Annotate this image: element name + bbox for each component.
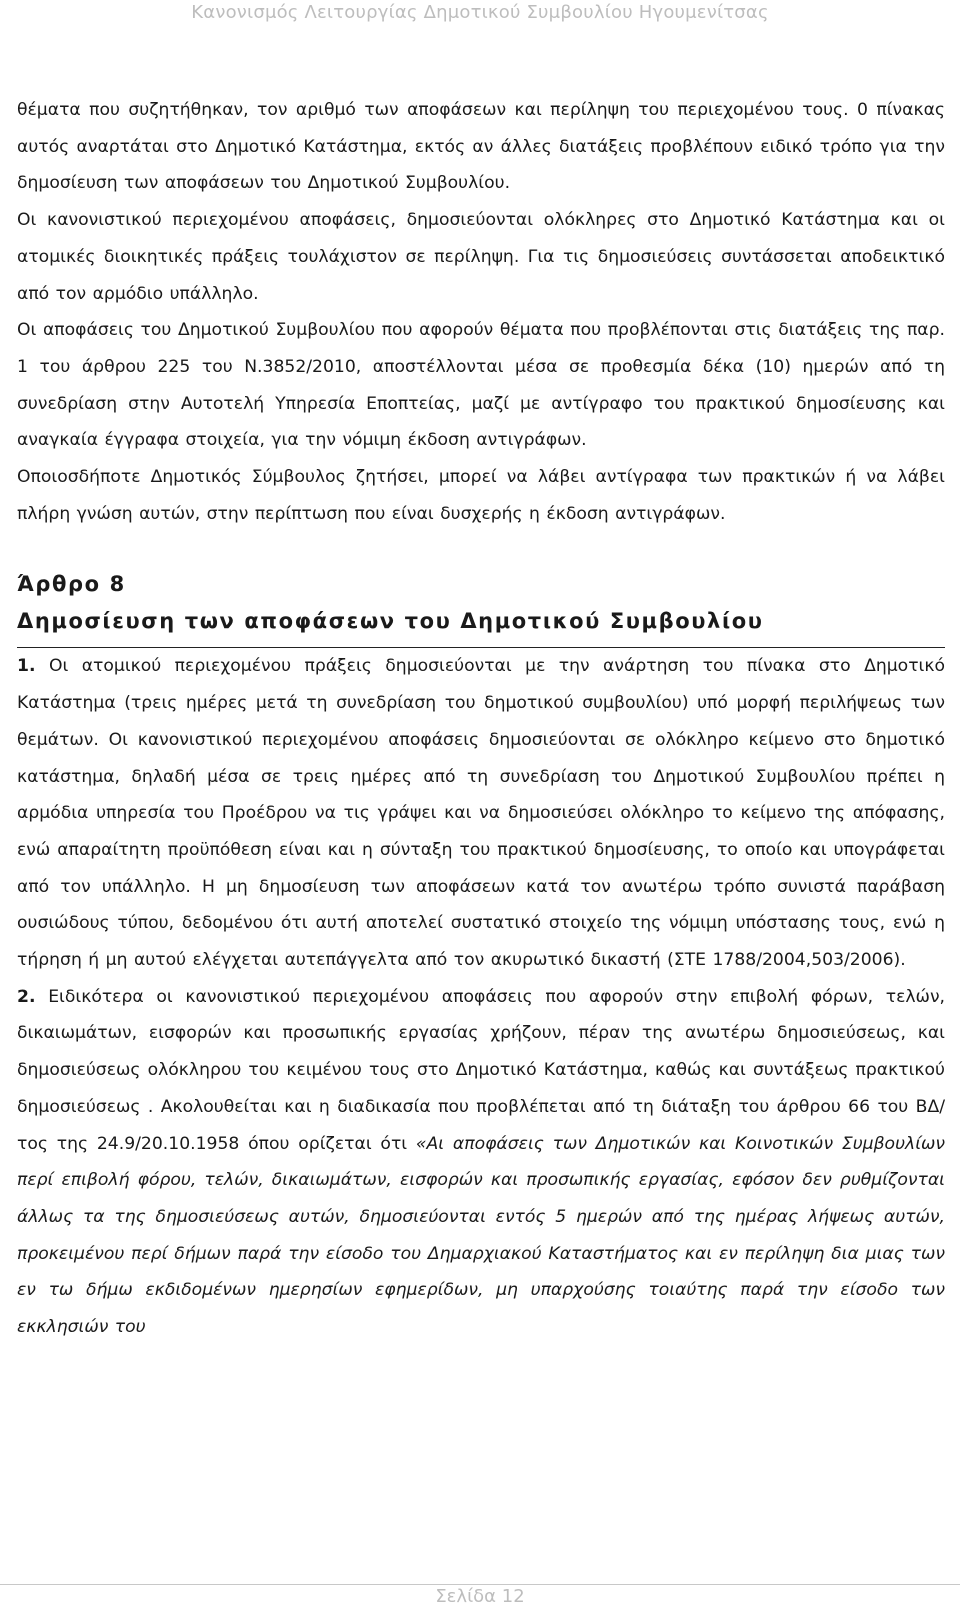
article-title: Δημοσίευση των αποφάσεων του Δημοτικού Συμβουλίου (17, 609, 764, 634)
running-header: Κανονισμός Λειτουργίας Δημοτικού Συμβουλίου Ηγουμενίτσας (191, 2, 769, 23)
item-quote: «Αι αποφάσεις των Δημοτικών και Κοινοτικών Συμβουλίων περί επιβολή φόρου, τελών, δικαιωμάτων, εισφορών και προσωπικής εργασίας, εφόσον δεν ρυθμίζονται άλλως τα της δημοσιεύσεως αυτών, δημοσιεύονται εντός 5 ημερών από της ημέρας λήψεως αυτών, προκειμένου περί δήμων παρά την είσοδο του Δημαρχιακού Καταστήματος και εν περίληψη δια μιας των εν τω δήμω εκδιδομένων ημερησίων εφημερίδων, μη υπαρχούσης τοιαύτης παρά την είσοδο των εκκλησιών του (17, 1133, 946, 1338)
article-item-2 (17, 979, 945, 1346)
item-number: 2. (17, 986, 36, 1007)
page-footer (0, 1586, 960, 1607)
document-body (17, 92, 945, 1346)
footer-divider (0, 1584, 960, 1585)
paragraph: Οποιοσδήποτε Δημοτικός Σύμβουλος ζητήσει, μπορεί να λάβει αντίγραφα των πρακτικών ή να λάβει πλήρη γνώση αυτών, στην περίπτωση που είναι δυσχερής η έκδοση αντιγράφων. (17, 467, 945, 524)
article-item-1 (17, 648, 945, 978)
item-text: Οι ατομικού περιεχομένου πράξεις δημοσιεύονται με την ανάρτηση του πίνακα στο Δημοτικό Κατάστημα (τρεις ημέρες μετά τη συνεδρίαση του δημοτικού συμβουλίου) υπό μορφή περιλήψεως των θεμάτων. Οι κανονιστικού περιεχομένου αποφάσεις δημοσιεύονται σε ολόκληρο κείμενο στο δημοτικό κατάστημα, δηλαδή μέσα σε τρεις ημέρες από τη συνεδρίαση του Δημοτικού Συμβουλίου πρέπει η αρμόδια υπηρεσία του Προέδρου να τις γράψει και να δημοσιεύσει ολόκληρο το κείμενο της απόφασης, ενώ απαραίτητη προϋπόθεση είναι και η σύνταξη του πρακτικού δημοσίευσης, το οποίο και υπογράφεται από τον υπάλληλο. Η μη δημοσίευση των αποφάσεων κατά τον ανωτέρω τρόπο συνιστά παράβαση ουσιώδους τύπου, δεδομένου ότι αυτή αποτελεί συστατικό στοιχείο της νόμιμη υπόστασης τους, ενώ η τήρηση ή μη αυτού ελέγχεται αυτεπάγγελτα από τον ακυρωτικό δικαστή (ΣΤΕ 1788/2004,503/2006). (17, 656, 945, 971)
item-text: Ειδικότερα οι κανονιστικού περιεχομένου αποφάσεις που αφορούν στην επιβολή φόρων, τελών, δικαιωμάτων, εισφορών και προσωπικής εργασίας χρήζουν, πέραν της ανωτέρω δημοσιεύσεως, και δημοσιεύσεως ολόκληρου του κειμένου τους στο Δημοτικό Κατάστημα, καθώς και συντάξεως πρακτικού δημοσιεύσεως . Ακολουθείται και η διαδικασία που προβλέπεται από τη διάταξη του άρθρου 66 του ΒΔ/τος της 24.9/20.10.1958 όπου ορίζεται ότι (17, 986, 946, 1154)
page-number: Σελίδα 12 (423, 1586, 536, 1607)
item-number: 1. (17, 656, 36, 677)
paragraph: Οι κανονιστικού περιεχομένου αποφάσεις, δημοσιεύονται ολόκληρες στο Δημοτικό Κατάστημα και οι ατομικές διοικητικές πράξεις τουλάχιστον σε περίληψη. Για τις δημοσιεύσεις συντάσσεται αποδεικτικό από τον αρμόδιο υπάλληλο. (17, 210, 945, 304)
paragraph: θέματα που συζητήθηκαν, τον αριθμό των αποφάσεων και περίληψη του περιεχομένου τους. 0 πίνακας αυτός αναρτάται στο Δημοτικό Κατάστημα, εκτός αν άλλες διατάξεις προβλέπουν ειδικό τρόπο για την δημοσίευση των αποφάσεων του Δημοτικού Συμβουλίου. (17, 100, 945, 194)
section-spacer (17, 532, 945, 566)
paragraph: Οι αποφάσεις του Δημοτικού Συμβουλίου που αφορούν θέματα που προβλέπονται στις διατάξεις της παρ. 1 του άρθρου 225 του Ν.3852/2010, αποστέλλονται μέσα σε προθεσμία δέκα (10) ημερών από τη συνεδρίαση στην Αυτοτελή Υπηρεσία Εποπτείας, μαζί με αντίγραφο του πρακτικού δημοσίευσης και αναγκαία έγγραφα στοιχεία, για την νόμιμη έκδοση αντιγράφων. (17, 320, 945, 451)
article-number-heading: Άρθρο 8 (17, 572, 126, 597)
